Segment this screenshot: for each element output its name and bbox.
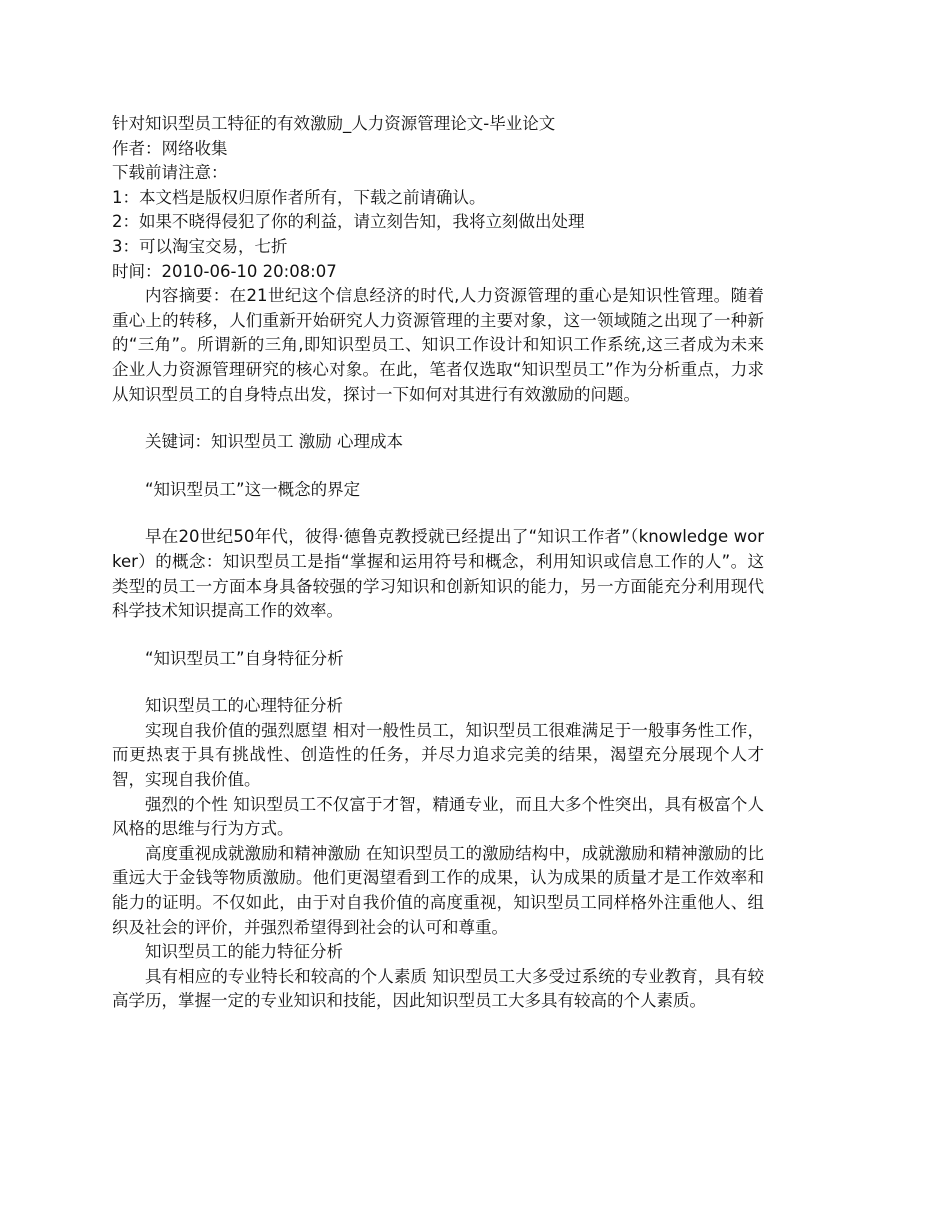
concept-paragraph: 早在20世纪50年代，彼得·德鲁克教授就已经提出了“知识工作者”（knowledge worker）的概念：知识型员工是指“掌握和运用符号和概念，利用知识或信息工作的人”。这类型的员工一方面本身具备较强的学习知识和创新知识的能力，另一方面能充分利用现代科学技术知识提高工作的效率。: [112, 527, 764, 621]
spacer: [112, 502, 764, 525]
section-heading-concept: “知识型员工”这一概念的界定: [145, 479, 361, 499]
notice-heading: 下载前请注意：: [112, 163, 228, 183]
author-line: 作者：网络收集: [112, 138, 228, 158]
spacer: [112, 624, 764, 647]
notice-item-2: 2：如果不晓得侵犯了你的利益，请立刻告知，我将立刻做出处理: [112, 212, 585, 232]
time-line: 时间：2010-06-10 20:08:07: [112, 261, 337, 281]
notice-item-1: 1：本文档是版权归原作者所有，下载之前请确认。: [112, 187, 486, 207]
psych-paragraph-1: 实现自我价值的强烈愿望 相对一般性员工，知识型员工很难满足于一般事务性工作，而更热衷于具有挑战性、创造性的任务，并尽力追求完美的结果，渴望充分展现个人才智，实现自我价值。: [112, 720, 764, 790]
spacer: [112, 671, 764, 694]
subsection-heading-ability: 知识型员工的能力特征分析: [145, 942, 343, 962]
subsection-heading-psych: 知识型员工的心理特征分析: [145, 696, 343, 716]
section-heading-features: “知识型员工”自身特征分析: [145, 648, 344, 668]
notice-item-3: 3：可以淘宝交易，七折: [112, 236, 288, 256]
ability-paragraph-1: 具有相应的专业特长和较高的个人素质 知识型员工大多受过系统的专业教育，具有较高学历，掌握一定的专业知识和技能，因此知识型员工大多具有较高的个人素质。: [112, 966, 764, 1011]
psych-paragraph-2: 强烈的个性 知识型员工不仅富于才智，精通专业，而且大多个性突出，具有极富个人风格的思维与行为方式。: [112, 794, 764, 839]
spacer: [112, 407, 764, 430]
keywords-line: 关键词：知识型员工 激励 心理成本: [145, 432, 403, 452]
abstract-paragraph: 内容摘要：在21世纪这个信息经济的时代,人力资源管理的重心是知识性管理。随着重心上的转移，人们重新开始研究人力资源管理的主要对象，这一领域随之出现了一种新的“三角”。所谓新的三角,即知识型员工、知识工作设计和知识工作系统,这三者成为未来企业人力资源管理研究的核心对象。在此，笔者仅选取“知识型员工”作为分析重点，力求从知识型员工的自身特点出发，探讨一下如何对其进行有效激励的问题。: [112, 286, 764, 404]
spacer: [112, 455, 764, 478]
document-title: 针对知识型员工特征的有效激励_人力资源管理论文-毕业论文: [112, 114, 556, 133]
psych-paragraph-3: 高度重视成就激励和精神激励 在知识型员工的激励结构中，成就激励和精神激励的比重远大于金钱等物质激励。他们更渴望看到工作的成果，认为成果的质量才是工作效率和能力的证明。不仅如此，由于对自我价值的高度重视，知识型员工同样格外注重他人、组织及社会的评价，并强烈希望得到社会的认可和尊重。: [112, 843, 764, 937]
